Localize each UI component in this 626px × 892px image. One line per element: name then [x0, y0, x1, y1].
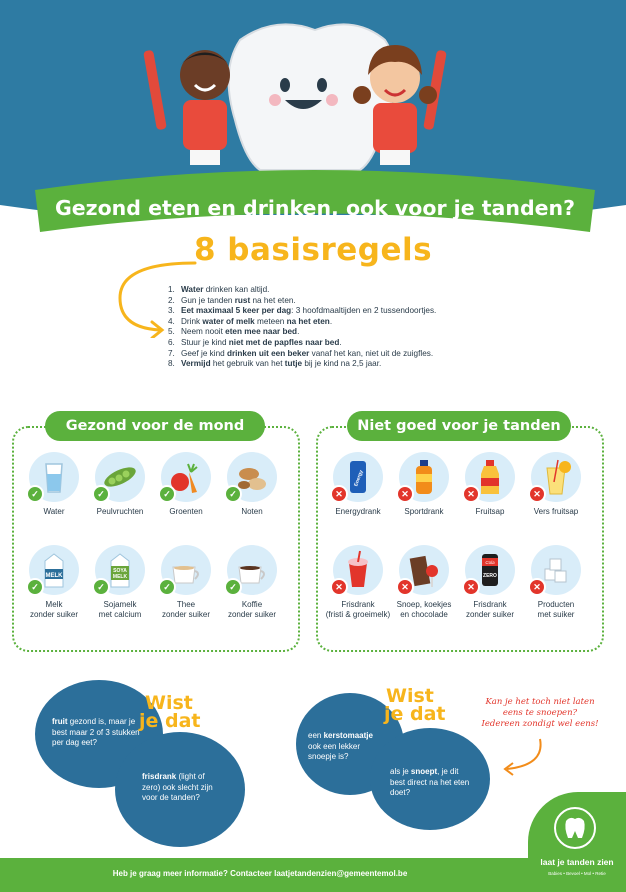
- cross-icon: ✕: [396, 485, 414, 503]
- check-icon: ✓: [224, 485, 242, 503]
- fact-text: een kerstomaatje ook een lekker snoepje is?: [308, 731, 373, 761]
- handwritten-note: Kan je het toch niet laten eens te snoepen? Iedereen zondigt wel eens!: [481, 697, 599, 729]
- fact-text: fruit gezond is, maar je best maar 2 of 3 stukken per dag eet?: [52, 717, 140, 747]
- rules-title: 8 basisregels: [193, 232, 433, 268]
- list-item: Energy ✕ Energydrank: [325, 452, 391, 517]
- svg-text:SOYA: SOYA: [113, 568, 127, 574]
- good-panel-title: Gezond voor de mond: [45, 411, 265, 441]
- check-icon: ✓: [26, 485, 44, 503]
- rule-item: 1. Water drinken kan altijd.: [168, 285, 270, 294]
- did-you-know-title: Wist je dat: [139, 692, 201, 732]
- arrow-icon: [495, 735, 555, 785]
- check-icon: ✓: [224, 578, 242, 596]
- list-item: ✕ Producten met suiker: [523, 545, 589, 620]
- list-item: ✓ Peulvruchten: [87, 452, 153, 517]
- list-item: MELK ✓ Melk zonder suiker: [21, 545, 87, 620]
- svg-text:MELK: MELK: [45, 573, 63, 579]
- cross-icon: ✕: [330, 485, 348, 503]
- list-item: ✓ Noten: [219, 452, 285, 517]
- list-item: SOYA MELK ✓ Sojamelk met calcium: [87, 545, 153, 620]
- cross-icon: ✕: [462, 578, 480, 596]
- svg-text:MELK: MELK: [112, 574, 128, 580]
- check-icon: ✓: [92, 578, 110, 596]
- rule-item: 7. Geef je kind drinken uit een beker vanaf het kan, niet uit de zuigfles.: [168, 348, 434, 358]
- list-item: ✓ Water: [21, 452, 87, 517]
- rule-item: 6. Stuur je kind niet met de papfles naar bed.: [168, 337, 342, 347]
- check-icon: ✓: [158, 485, 176, 503]
- cross-icon: ✕: [528, 485, 546, 503]
- rule-item: 3. Eet maximaal 5 keer per dag: 3 hoofdmaaltijden en 2 tussendoortjes.: [168, 306, 437, 316]
- rule-item: 2. Gun je tanden rust na het eten.: [168, 295, 296, 305]
- list-item: ✕ Vers fruitsap: [523, 452, 589, 517]
- fact-text: frisdrank (light of zero) ook slecht zijn voor de tanden?: [142, 772, 213, 802]
- cross-icon: ✕: [528, 578, 546, 596]
- cross-icon: ✕: [330, 578, 348, 596]
- cross-icon: ✕: [396, 578, 414, 596]
- list-item: ✓ Groenten: [153, 452, 219, 517]
- list-item: ✕ Snoep, koekjes en chocolade: [391, 545, 457, 620]
- svg-text:Energy: Energy: [353, 469, 365, 488]
- list-item: ✕ Fruitsap: [457, 452, 523, 517]
- logo-text: laat je tanden zien: [540, 857, 614, 867]
- rule-item: 4. Drink water of melk meteen na het eten.: [168, 316, 333, 326]
- cross-icon: ✕: [462, 485, 480, 503]
- tooth-logo-icon: [553, 806, 597, 850]
- svg-text:ZERO: ZERO: [483, 573, 497, 579]
- rules-list: [168, 285, 508, 370]
- check-icon: ✓: [158, 578, 176, 596]
- rule-item: 8. Vermijd het gebruik van het tutje bij je kind na 2,5 jaar.: [168, 359, 382, 369]
- rule-item: 5. Neem nooit eten mee naar bed.: [168, 327, 300, 337]
- check-icon: ✓: [26, 578, 44, 596]
- list-item: ✕ Frisdrank (fristi & groeimelk): [325, 545, 391, 620]
- logo-subtext: Babies • Bevoel • Mol • Retie: [548, 871, 606, 876]
- check-icon: ✓: [92, 485, 110, 503]
- footer-contact-text: Heb je graag meer informatie? Contacteer laatjetandenzien@gemeentemol.be: [112, 869, 408, 878]
- fact-text: als je snoept, je dit best direct na het eten doet?: [390, 767, 470, 797]
- did-you-know-title: Wist je dat: [384, 685, 446, 725]
- list-item: Cola ZERO ✕ Frisdrank zonder suiker: [457, 545, 523, 620]
- svg-text:Cola: Cola: [485, 560, 495, 565]
- list-item: ✕ Sportdrank: [391, 452, 457, 517]
- list-item: ✓ Thee zonder suiker: [153, 545, 219, 620]
- bad-panel-title: Niet goed voor je tanden: [347, 411, 571, 441]
- list-item: ✓ Koffie zonder suiker: [219, 545, 285, 620]
- banner-title: Gezond eten en drinken, ook voor je tanden?: [54, 196, 576, 220]
